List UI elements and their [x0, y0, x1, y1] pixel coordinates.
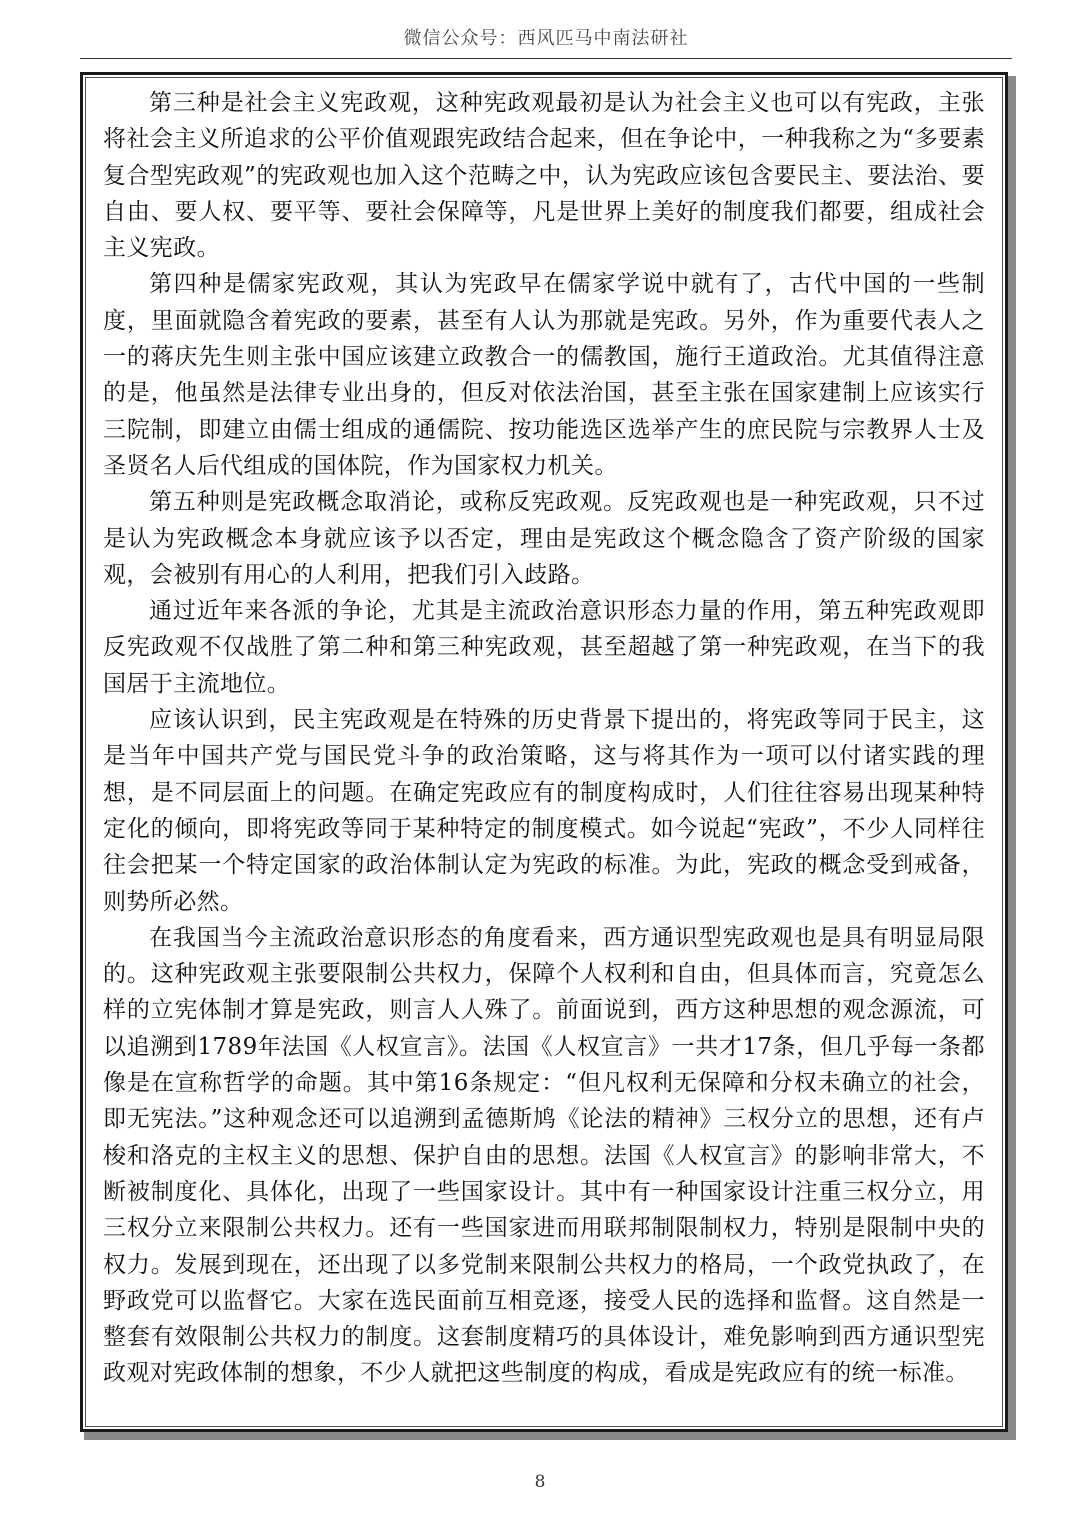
paragraph-western-constitutionalism: 在我国当今主流政治意识形态的角度看来，西方通识型宪政观也是具有明显局限的。这种宪政观主张要限制公共权力，保障个人权利和自由，但具体而言，究竟怎么样的立宪体制才算是宪政，则言人人殊了。前面说到，西方这种思想的观念源流，可以追溯到1789年法国《人权宣言》。法国《人权宣言》一共才17条，但几乎每一条都像是在宣称哲学的命题。其中第16条规定：“但凡权利无保障和分权未确立的社会，即无宪法。”这种观念还可以追溯到孟德斯鸠《论法的精神》三权分立的思想，还有卢梭和洛克的主权主义的思想、保护自由的思想。法国《人权宣言》的影响非常大，不断被制度化、具体化，出现了一些国家设计。其中有一种国家设计注重三权分立，用三权分立来限制公共权力。还有一些国家进而用联邦制限制权力，特别是限制中央的权力。发展到现在，还出现了以多党制来限制公共权力的格局，一个政党执政了，在野政党可以监督它。大家在选民面前互相竞逐，接受人民的选择和监督。这自然是一整套有效限制公共权力的制度。这套制度精巧的具体设计，难免影响到西方通识型宪政观对宪政体制的想象，不少人就把这些制度的构成，看成是宪政应有的统一标准。 — [103, 924, 985, 1387]
paragraph-anti-constitutionalism: 第五种则是宪政概念取消论，或称反宪政观。反宪政观也是一种宪政观，只不过是认为宪政概念本身就应该予以否定，理由是宪政这个概念隐含了资产阶级的国家观，会被别有用心的人利用，把我们引入歧路。 — [103, 489, 985, 588]
paragraph-mainstream-status: 通过近年来各派的争论，尤其是主流政治意识形态力量的作用，第五种宪政观即反宪政观不仅战胜了第二种和第三种宪政观，甚至超越了第一种宪政观，在当下的我国居于主流地位。 — [103, 598, 985, 697]
text-frame — [80, 72, 1008, 1432]
article-body — [103, 85, 985, 1392]
page-header-title: 微信公众号：西风匹马中南法研社 — [403, 28, 689, 49]
paragraph-confucian-constitutionalism: 第四种是儒家宪政观，其认为宪政早在儒家学说中就有了，古代中国的一些制度，里面就隐含着宪政的要素，甚至有人认为那就是宪政。另外，作为重要代表人之一的蒋庆先生则主张中国应该建立政教合一的儒教国，施行王道政治。尤其值得注意的是，他虽然是法律专业出身的，但反对依法治国，甚至主张在国家建制上应该实行三院制，即建立由儒士组成的通儒院、按功能选区选举产生的庶民院与宗教界人士及圣贤名人后代组成的国体院，作为国家权力机关。 — [103, 271, 985, 479]
paragraph-democratic-constitutionalism: 应该认识到，民主宪政观是在特殊的历史背景下提出的，将宪政等同于民主，这是当年中国共产党与国民党斗争的政治策略，这与将其作为一项可以付诸实践的理想，是不同层面上的问题。在确定宪政应有的制度构成时，人们往往容易出现某种特定化的倾向，即将宪政等同于某种特定的制度模式。如今说起“宪政”，不少人同样往往会把某一个特定国家的政治体制认定为宪政的标准。为此，宪政的概念受到戒备，则势所必然。 — [103, 707, 985, 915]
header-divider — [80, 58, 1012, 59]
paragraph-socialist-constitutionalism: 第三种是社会主义宪政观，这种宪政观最初是认为社会主义也可以有宪政，主张将社会主义所追求的公平价值观跟宪政结合起来，但在争论中，一种我称之为“多要素复合型宪政观”的宪政观也加入这个范畴之中，认为宪政应该包含要民主、要法治、要自由、要人权、要平等、要社会保障等，凡是世界上美好的制度我们都要，组成社会主义宪政。 — [103, 90, 985, 262]
page-number: 8 — [534, 1472, 546, 1492]
